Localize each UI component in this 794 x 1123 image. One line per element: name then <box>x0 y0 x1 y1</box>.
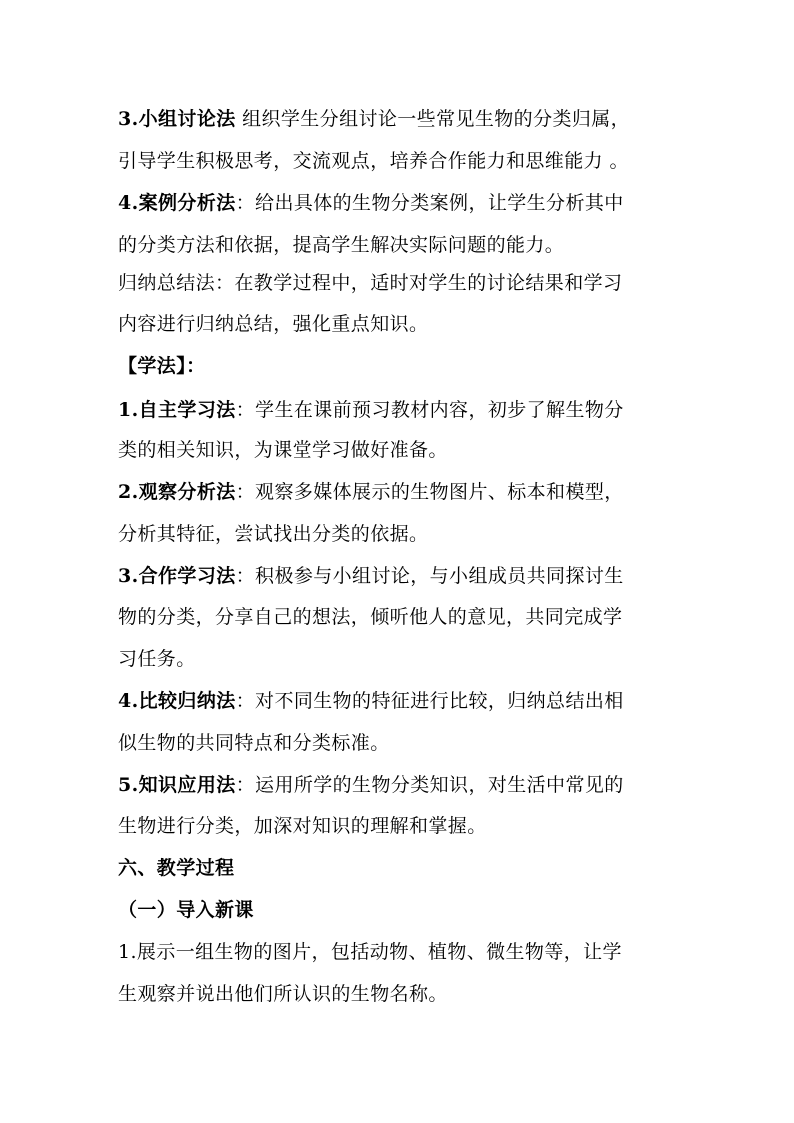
paragraph-line <box>118 773 624 797</box>
paragraph-line <box>118 107 630 131</box>
method-title: 1.自主学习法 <box>118 399 236 421</box>
method-title: 3.合作学习法 <box>118 565 236 587</box>
paragraph-line <box>118 689 624 713</box>
line-text: 类的相关知识，为课堂学习做好准备。 <box>118 439 448 461</box>
paragraph-line <box>118 940 622 964</box>
line-text: 引导学生积极思考，交流观点，培养合作能力和思维能力 。 <box>118 150 629 172</box>
paragraph-line <box>118 271 622 295</box>
line-text: 生观察并说出他们所认识的生物名称。 <box>118 983 448 1005</box>
paragraph-line <box>118 233 564 257</box>
section-heading <box>118 354 206 378</box>
line-text: 组织学生分组讨论一些常见生物的分类归属， <box>235 108 631 130</box>
paragraph-line <box>118 438 448 462</box>
paragraph-line <box>118 312 428 336</box>
paragraph-line <box>118 480 624 504</box>
line-text: 物的分类，分享自己的想法，倾听他人的意见，共同完成学 <box>118 606 623 628</box>
line-text: ：给出具体的生物分类案例，让学生分析其中 <box>235 192 624 214</box>
paragraph-line <box>118 522 428 546</box>
paragraph-line <box>118 398 624 422</box>
line-text: 的分类方法和依据，提高学生解决实际问题的能力。 <box>118 234 565 256</box>
section-heading <box>118 856 234 880</box>
paragraph-line <box>118 191 624 215</box>
line-text: ：运用所学的生物分类知识，对生活中常见的 <box>235 774 624 796</box>
line-text: 1.展示一组生物的图片，包括动物、植物、微生物等，让学 <box>118 941 622 963</box>
method-title: 3.小组讨论法 <box>118 108 236 130</box>
paragraph-line <box>118 731 390 755</box>
paragraph-line <box>118 647 196 671</box>
line-text: ：学生在课前预习教材内容，初步了解生物分 <box>235 399 624 421</box>
line-text: ：观察多媒体展示的生物图片、标本和模型， <box>235 481 624 503</box>
line-text: 似生物的共同特点和分类标准。 <box>118 732 390 754</box>
line-text: 生物进行分类，加深对知识的理解和掌握。 <box>118 815 487 837</box>
line-text: 归纳总结法：在教学过程中，适时对学生的讨论结果和学习 <box>118 272 623 294</box>
heading-text: 【学法】： <box>118 355 206 377</box>
line-text: ：积极参与小组讨论，与小组成员共同探讨生 <box>235 565 624 587</box>
paragraph-line <box>118 814 487 838</box>
method-title: 2.观察分析法 <box>118 481 236 503</box>
heading-text: 六、教学过程 <box>118 857 235 879</box>
method-title: 4.案例分析法 <box>118 192 236 214</box>
method-title: 5.知识应用法 <box>118 774 236 796</box>
line-text: 习任务。 <box>118 648 196 670</box>
subsection-heading <box>118 898 254 922</box>
method-title: 4.比较归纳法 <box>118 690 236 712</box>
line-text: 内容进行归纳总结，强化重点知识。 <box>118 313 429 335</box>
paragraph-line <box>118 982 448 1006</box>
paragraph-line <box>118 564 624 588</box>
heading-text: （一）导入新课 <box>118 899 254 921</box>
paragraph-line <box>118 149 629 173</box>
paragraph-line <box>118 605 622 629</box>
line-text: 分析其特征，尝试找出分类的依据。 <box>118 523 429 545</box>
line-text: ：对不同生物的特征进行比较，归纳总结出相 <box>235 690 624 712</box>
